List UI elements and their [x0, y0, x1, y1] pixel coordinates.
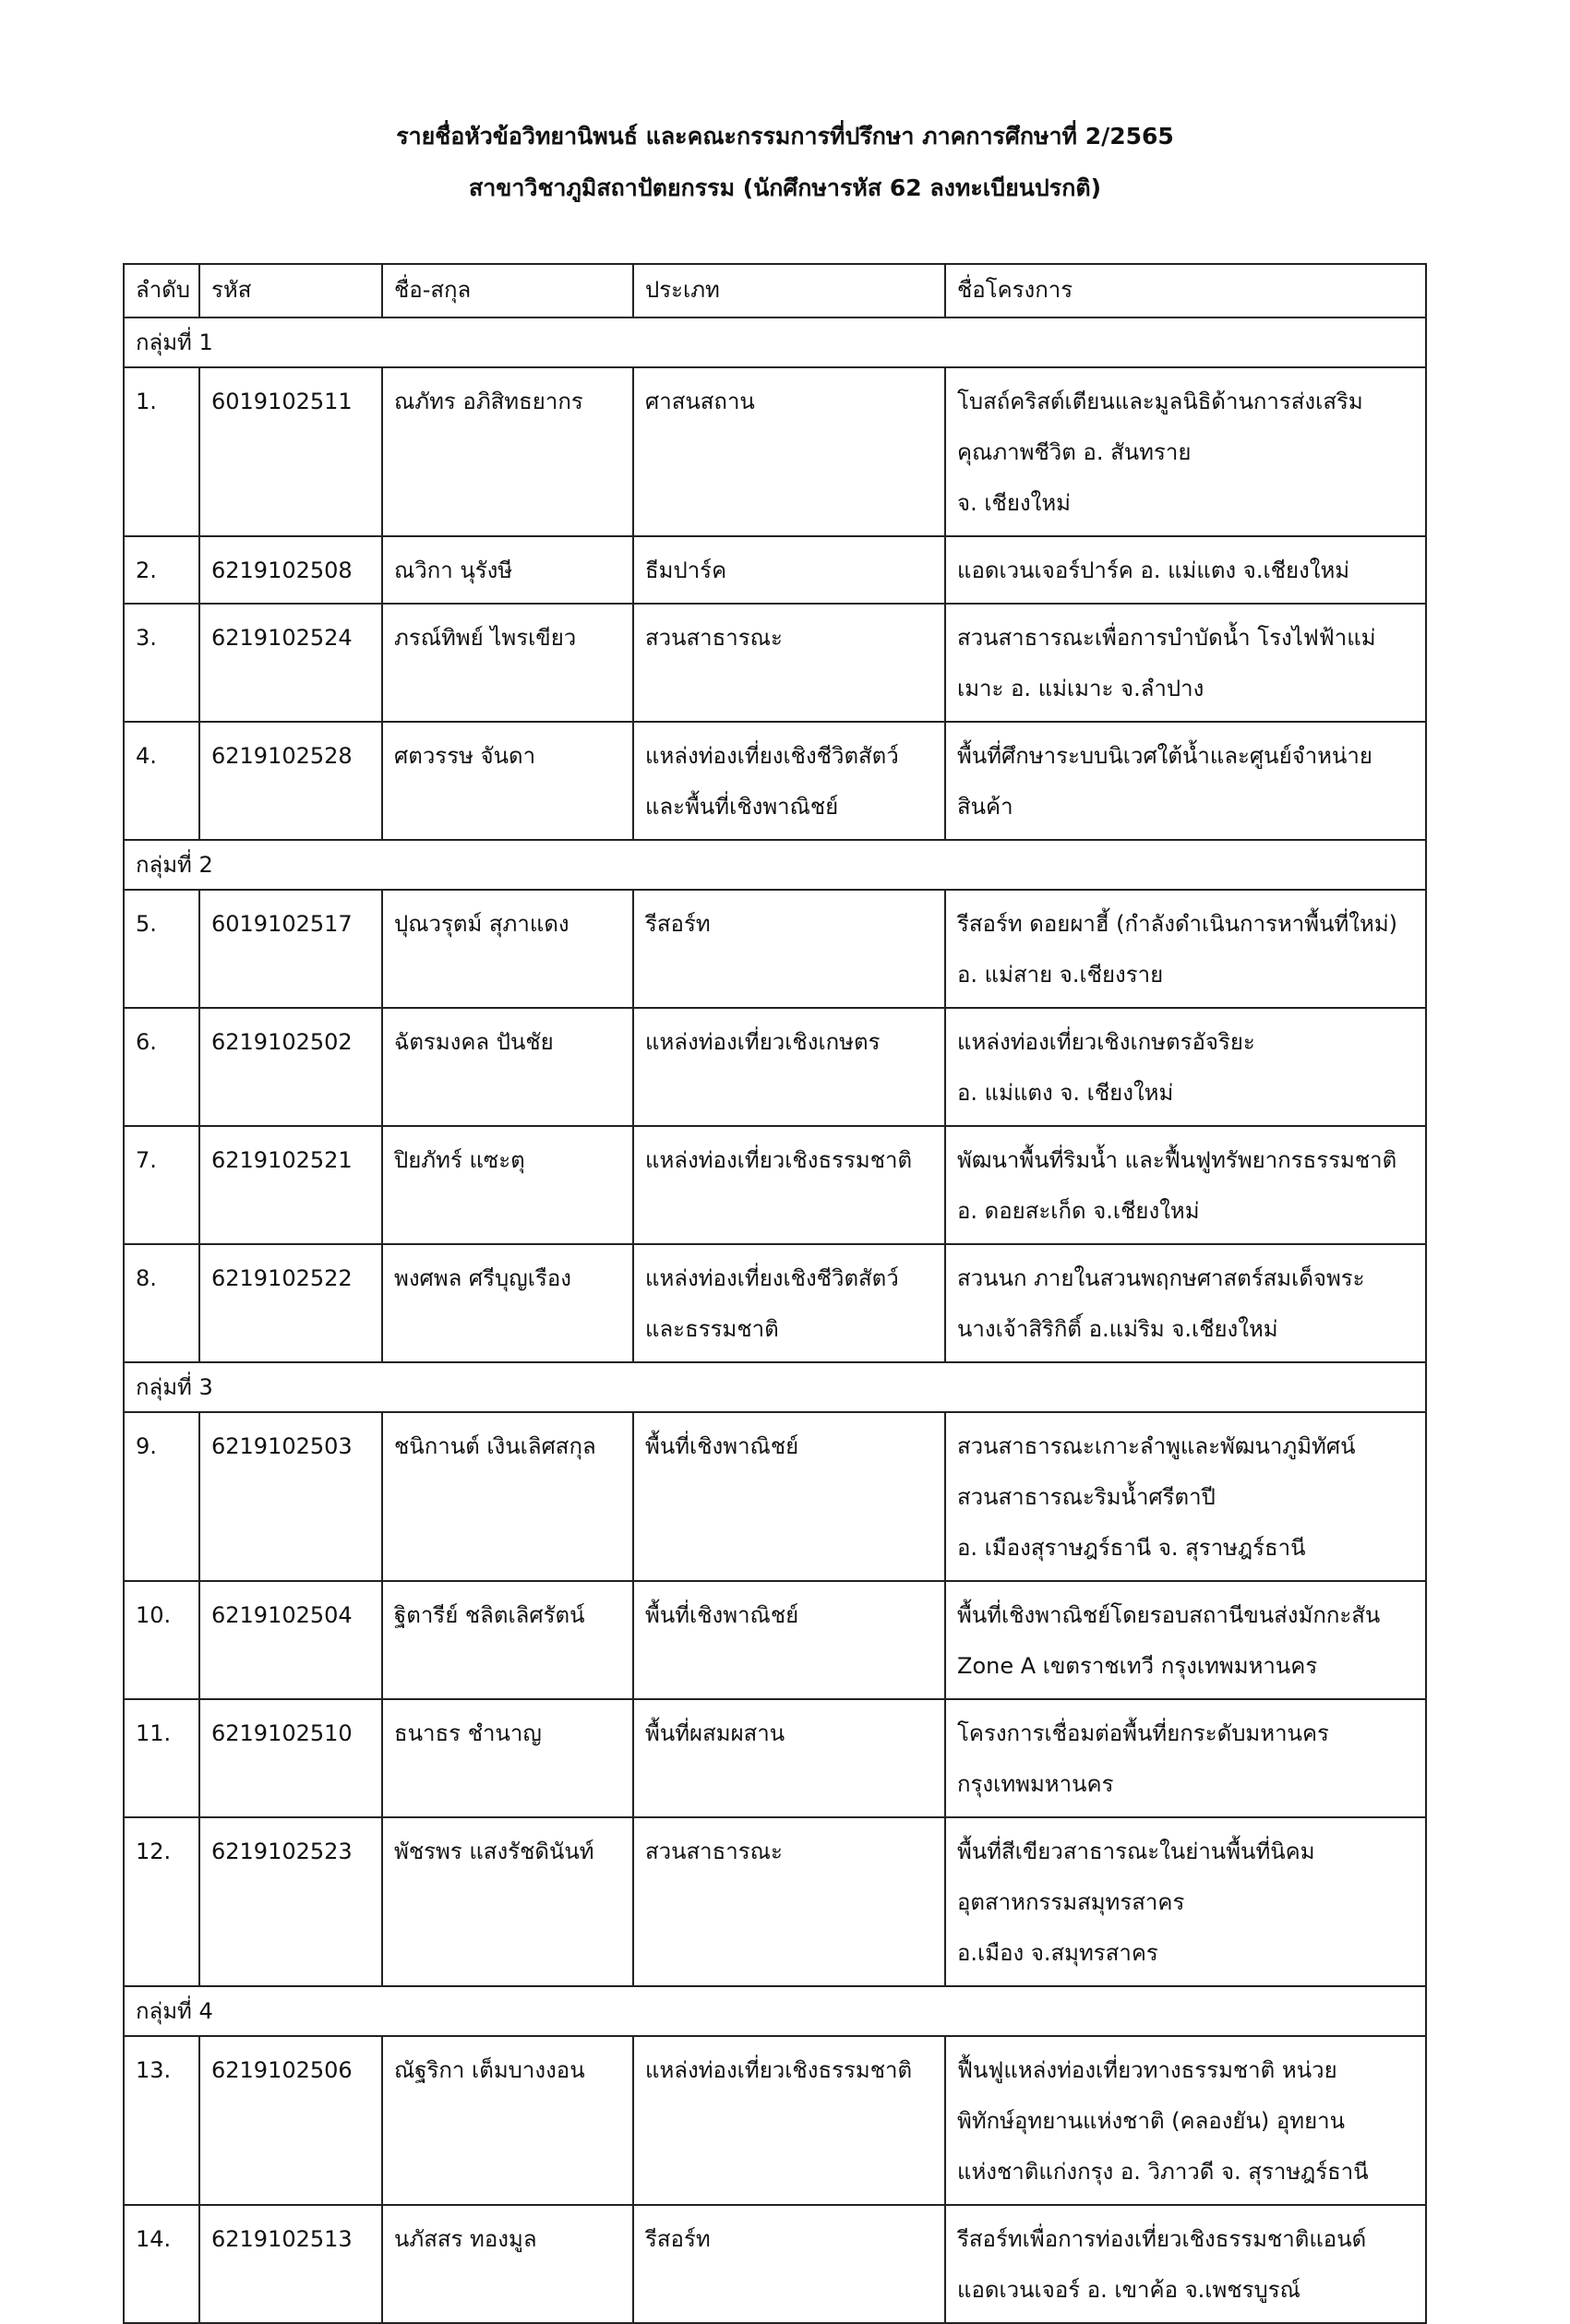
- cell-project: [945, 1817, 1426, 1986]
- cell-type: [633, 1581, 945, 1699]
- cell-type: [633, 1008, 945, 1126]
- header-name: ชื่อ-สกุล: [382, 264, 633, 317]
- cell-student-id: 6219102524: [199, 604, 382, 722]
- table-row: [124, 2205, 1426, 2323]
- table-row: [124, 1581, 1426, 1699]
- cell-name: นภัสสร ทองมูล: [382, 2205, 633, 2323]
- thesis-table: [123, 263, 1427, 2324]
- cell-type: [633, 1817, 945, 1986]
- cell-student-id: 6219102522: [199, 1244, 382, 1362]
- cell-type: [633, 890, 945, 1008]
- project-line: อ.เมือง จ.สมุทรสาคร: [957, 1940, 1158, 1966]
- cell-project: [945, 1412, 1426, 1581]
- table-row: [124, 2036, 1426, 2205]
- type-line: แหล่งท่องเที่ยงเชิงชีวิตสัตว์: [645, 743, 899, 769]
- cell-no: 1.: [124, 367, 199, 536]
- cell-name: ณัฐริกา เต็มบางงอน: [382, 2036, 633, 2205]
- cell-name: ภรณ์ทิพย์ ไพรเขียว: [382, 604, 633, 722]
- project-line: รีสอร์ทเพื่อการท่องเที่ยวเชิงธรรมชาติแอนด์: [957, 2226, 1367, 2252]
- cell-no: 13.: [124, 2036, 199, 2205]
- cell-student-id: 6219102510: [199, 1699, 382, 1817]
- table-row: [124, 367, 1426, 536]
- cell-project: [945, 722, 1426, 840]
- header-id: รหัส: [199, 264, 382, 317]
- cell-no: 6.: [124, 1008, 199, 1126]
- project-line: รีสอร์ท ดอยผาฮี้ (กำลังดำเนินการหาพื้นที่ใหม่): [957, 911, 1398, 937]
- project-line: อ. แม่แตง จ. เชียงใหม่: [957, 1080, 1174, 1106]
- project-line: สวนสาธารณะเกาะลำพูและพัฒนาภูมิทัศน์: [957, 1433, 1356, 1459]
- cell-student-id: 6219102508: [199, 536, 382, 604]
- cell-project: [945, 1008, 1426, 1126]
- project-line: แห่งชาติแก่งกรุง อ. วิภาวดี จ. สุราษฎร์ธานี: [957, 2159, 1369, 2185]
- project-line: ฟื้นฟูแหล่งท่องเที่ยวทางธรรมชาติ หน่วย: [957, 2057, 1337, 2083]
- cell-no: 5.: [124, 890, 199, 1008]
- cell-name: ปุณวรุตม์ สุภาแดง: [382, 890, 633, 1008]
- type-line: และธรรมชาติ: [645, 1316, 779, 1342]
- project-line: นางเจ้าสิริกิติ์ อ.แม่ริม จ.เชียงใหม่: [957, 1316, 1278, 1342]
- cell-name: ศตวรรษ จันดา: [382, 722, 633, 840]
- cell-no: 10.: [124, 1581, 199, 1699]
- group-row: [124, 840, 1426, 890]
- project-line: พื้นที่ศึกษาระบบนิเวศใต้น้ำและศูนย์จำหน่าย: [957, 743, 1372, 769]
- cell-no: 2.: [124, 536, 199, 604]
- cell-name: ชนิกานต์ เงินเลิศสกุล: [382, 1412, 633, 1581]
- cell-name: ปิยภัทร์ แซะตุ: [382, 1126, 633, 1244]
- cell-type: [633, 1244, 945, 1362]
- cell-student-id: 6219102528: [199, 722, 382, 840]
- project-line: แอดเวนเจอร์ อ. เขาค้อ จ.เพชรบูรณ์: [957, 2277, 1300, 2303]
- cell-no: 8.: [124, 1244, 199, 1362]
- project-line: โบสถ์คริสต์เตียนและมูลนิธิด้านการส่งเสริม: [957, 389, 1363, 414]
- header-no: ลำดับ: [124, 264, 199, 317]
- table-row: [124, 604, 1426, 722]
- project-line: สวนสาธารณะเพื่อการบำบัดน้ำ โรงไฟฟ้าแม่: [957, 625, 1376, 651]
- document-title: รายชื่อหัวข้อวิทยานิพนธ์ และคณะกรรมการที่ปรึกษา ภาคการศึกษาที่ 2/2565: [396, 123, 1174, 150]
- cell-type: [633, 2036, 945, 2205]
- cell-type: [633, 2205, 945, 2323]
- project-line: อุตสาหกรรมสมุทรสาคร: [957, 1889, 1185, 1915]
- cell-no: 9.: [124, 1412, 199, 1581]
- group-label: กลุ่มที่ 3: [124, 1362, 1426, 1412]
- group-label: กลุ่มที่ 4: [124, 1986, 1426, 2036]
- group-label: กลุ่มที่ 2: [124, 840, 1426, 890]
- cell-no: 7.: [124, 1126, 199, 1244]
- project-line: กรุงเทพมหานคร: [957, 1771, 1114, 1797]
- type-line: ธีมปาร์ค: [645, 557, 727, 583]
- cell-student-id: 6219102513: [199, 2205, 382, 2323]
- cell-name: พงศพล ศรีบุญเรือง: [382, 1244, 633, 1362]
- cell-name: ณภัทร อภิสิทธยากร: [382, 367, 633, 536]
- project-line: แอดเวนเจอร์ปาร์ค อ. แม่แตง จ.เชียงใหม่: [957, 557, 1350, 583]
- cell-student-id: 6219102506: [199, 2036, 382, 2205]
- project-line: โครงการเชื่อมต่อพื้นที่ยกระดับมหานคร: [957, 1720, 1329, 1746]
- project-line: อ. เมืองสุราษฎร์ธานี จ. สุราษฎร์ธานี: [957, 1535, 1306, 1561]
- table-row: [124, 1412, 1426, 1581]
- cell-no: 14.: [124, 2205, 199, 2323]
- cell-project: [945, 1581, 1426, 1699]
- project-line: สวนนก ภายในสวนพฤกษศาสตร์สมเด็จพระ: [957, 1265, 1365, 1291]
- table-row: [124, 1699, 1426, 1817]
- type-line: พื้นที่เชิงพาณิชย์: [645, 1602, 799, 1628]
- project-line: อ. แม่สาย จ.เชียงราย: [957, 962, 1164, 988]
- type-line: แหล่งท่องเที่ยงเชิงชีวิตสัตว์: [645, 1265, 899, 1291]
- type-line: พื้นที่ผสมผสาน: [645, 1720, 785, 1746]
- type-line: แหล่งท่องเที่ยวเชิงเกษตร: [645, 1029, 881, 1055]
- table-row: [124, 1244, 1426, 1362]
- project-line: Zone A เขตราชเทวี กรุงเทพมหานคร: [957, 1653, 1318, 1679]
- cell-type: [633, 1699, 945, 1817]
- cell-project: [945, 2205, 1426, 2323]
- project-line: พื้นที่สีเขียวสาธารณะในย่านพื้นที่นิคม: [957, 1839, 1315, 1864]
- cell-type: [633, 1126, 945, 1244]
- table-row: [124, 722, 1426, 840]
- cell-type: [633, 604, 945, 722]
- cell-no: 4.: [124, 722, 199, 840]
- type-line: รีสอร์ท: [645, 911, 711, 937]
- cell-student-id: 6019102517: [199, 890, 382, 1008]
- type-line: สวนสาธารณะ: [645, 1839, 783, 1864]
- table-row: [124, 1817, 1426, 1986]
- project-line: สวนสาธารณะริมน้ำศรีตาปี: [957, 1484, 1216, 1510]
- project-line: แหล่งท่องเที่ยวเชิงเกษตรอัจริยะ: [957, 1029, 1255, 1055]
- type-line: แหล่งท่องเที่ยวเชิงธรรมชาติ: [645, 1147, 913, 1173]
- cell-project: [945, 1244, 1426, 1362]
- cell-no: 12.: [124, 1817, 199, 1986]
- cell-project: [945, 890, 1426, 1008]
- table-row: [124, 890, 1426, 1008]
- cell-no: 11.: [124, 1699, 199, 1817]
- header-type: ประเภท: [633, 264, 945, 317]
- type-line: และพื้นที่เชิงพาณิชย์: [645, 794, 839, 820]
- cell-student-id: 6219102504: [199, 1581, 382, 1699]
- cell-student-id: 6219102523: [199, 1817, 382, 1986]
- group-row: [124, 317, 1426, 367]
- cell-name: พัชรพร แสงรัชดินันท์: [382, 1817, 633, 1986]
- cell-type: [633, 1412, 945, 1581]
- cell-project: [945, 1699, 1426, 1817]
- cell-name: ฉัตรมงคล ปันชัย: [382, 1008, 633, 1126]
- table-row: [124, 1126, 1426, 1244]
- cell-type: [633, 367, 945, 536]
- cell-student-id: 6219102521: [199, 1126, 382, 1244]
- cell-type: [633, 536, 945, 604]
- table-row: [124, 1008, 1426, 1126]
- project-line: เมาะ อ. แม่เมาะ จ.ลำปาง: [957, 676, 1204, 701]
- type-line: ศาสนสถาน: [645, 389, 755, 414]
- cell-project: [945, 2036, 1426, 2205]
- cell-no: 3.: [124, 604, 199, 722]
- type-line: พื้นที่เชิงพาณิชย์: [645, 1433, 799, 1459]
- group-row: [124, 1362, 1426, 1412]
- cell-project: [945, 367, 1426, 536]
- cell-name: ฐิตารีย์ ชลิตเลิศรัตน์: [382, 1581, 633, 1699]
- project-line: สินค้า: [957, 794, 1013, 820]
- cell-student-id: 6219102502: [199, 1008, 382, 1126]
- cell-type: [633, 722, 945, 840]
- group-row: [124, 1986, 1426, 2036]
- cell-student-id: 6219102503: [199, 1412, 382, 1581]
- document-subtitle: สาขาวิชาภูมิสถาปัตยกรรม (นักศึกษารหัส 62 ลงทะเบียนปรกติ): [468, 174, 1101, 201]
- project-line: พัฒนาพื้นที่ริมน้ำ และฟื้นฟูทรัพยากรธรรมชาติ: [957, 1147, 1397, 1173]
- table-header-row: [124, 264, 1426, 317]
- type-line: แหล่งท่องเที่ยวเชิงธรรมชาติ: [645, 2057, 913, 2083]
- cell-project: [945, 1126, 1426, 1244]
- table-body: [124, 264, 1426, 2323]
- group-label: กลุ่มที่ 1: [124, 317, 1426, 367]
- cell-project: [945, 604, 1426, 722]
- type-line: รีสอร์ท: [645, 2226, 711, 2252]
- table-row: [124, 536, 1426, 604]
- project-line: คุณภาพชีวิต อ. สันทราย: [957, 439, 1192, 465]
- project-line: พิทักษ์อุทยานแห่งชาติ (คลองยัน) อุทยาน: [957, 2108, 1346, 2134]
- cell-project: [945, 536, 1426, 604]
- project-line: จ. เชียงใหม่: [957, 490, 1071, 516]
- project-line: พื้นที่เชิงพาณิชย์โดยรอบสถานีขนส่งมักกะสัน: [957, 1602, 1381, 1628]
- cell-name: ณวิกา นุรังษี: [382, 536, 633, 604]
- cell-name: ธนาธร ชำนาญ: [382, 1699, 633, 1817]
- cell-student-id: 6019102511: [199, 367, 382, 536]
- type-line: สวนสาธารณะ: [645, 625, 783, 651]
- project-line: อ. ดอยสะเก็ด จ.เชียงใหม่: [957, 1198, 1200, 1224]
- header-project: ชื่อโครงการ: [945, 264, 1426, 317]
